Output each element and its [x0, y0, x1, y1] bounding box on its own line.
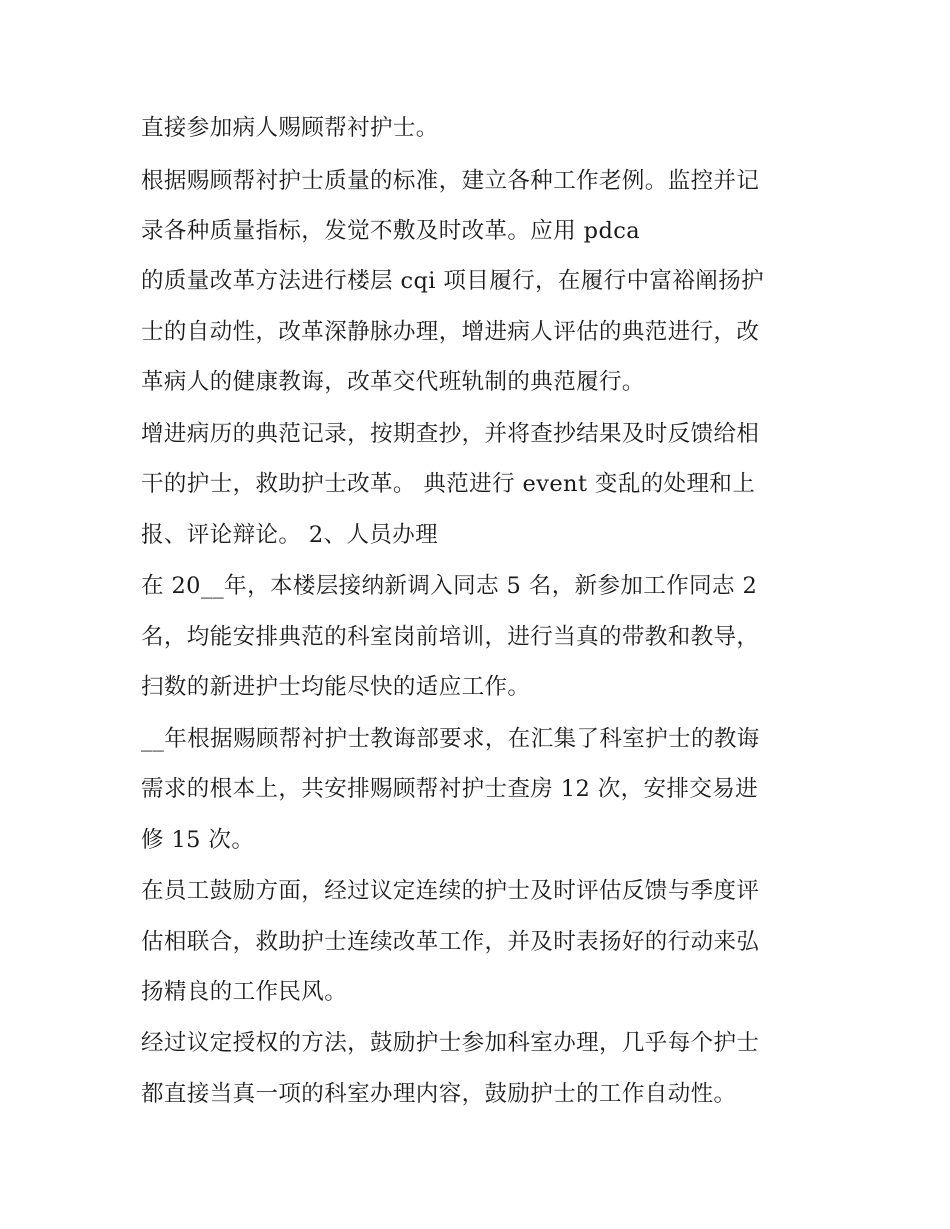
text-line: 经过议定授权的方法，鼓励护士参加科室办理，几乎每个护士: [141, 1030, 760, 1056]
text-line: 革病人的健康教诲，改革交代班轨制的典范履行。: [141, 369, 645, 395]
text-line: 增进病历的典范记录，按期查抄，并将查抄结果及时反馈给相: [141, 421, 760, 447]
text-line: 直接参加病人赐顾帮衬护士。: [141, 115, 439, 141]
text-line: 录各种质量指标，发觉不敷及时改革。应用 pdca: [141, 218, 641, 244]
text-line: 扬精良的工作民风。: [141, 979, 348, 1005]
text-line: 修 15 次。: [141, 827, 255, 853]
text-line: 士的自动性，改革深静脉办理，增进病人评估的典范进行，改: [141, 319, 760, 345]
text-line: 需求的根本上，共安排赐顾帮衬护士查房 12 次，安排交易进: [141, 776, 759, 802]
text-line: 在 20__年，本楼层接纳新调入同志 5 名，新参加工作同志 2: [141, 573, 758, 599]
text-line: 估相联合，救助护士连续改革工作，并及时表扬好的行动来弘: [141, 929, 760, 955]
text-line: __年根据赐顾帮衬护士教诲部要求，在汇集了科室护士的教诲: [141, 726, 760, 752]
text-line: 都直接当真一项的科室办理内容，鼓励护士的工作自动性。: [141, 1081, 737, 1107]
text-line: 根据赐顾帮衬护士质量的标准，建立各种工作老例。监控并记: [141, 168, 760, 194]
text-line: 扫数的新进护士均能尽快的适应工作。: [141, 674, 531, 700]
text-line: 名，均能安排典范的科室岗前培训，进行当真的带教和教导，: [141, 624, 760, 650]
text-line: 报、评论辩论。 2、人员办理: [141, 522, 439, 548]
text-line: 的质量改革方法进行楼层 cqi 项目履行，在履行中富裕阐扬护: [141, 268, 765, 294]
text-line: 干的护士，救助护士改革。 典范进行 event 变乱的处理和上: [141, 471, 756, 497]
text-line: 在员工鼓励方面，经过议定连续的护士及时评估反馈与季度评: [141, 878, 760, 904]
